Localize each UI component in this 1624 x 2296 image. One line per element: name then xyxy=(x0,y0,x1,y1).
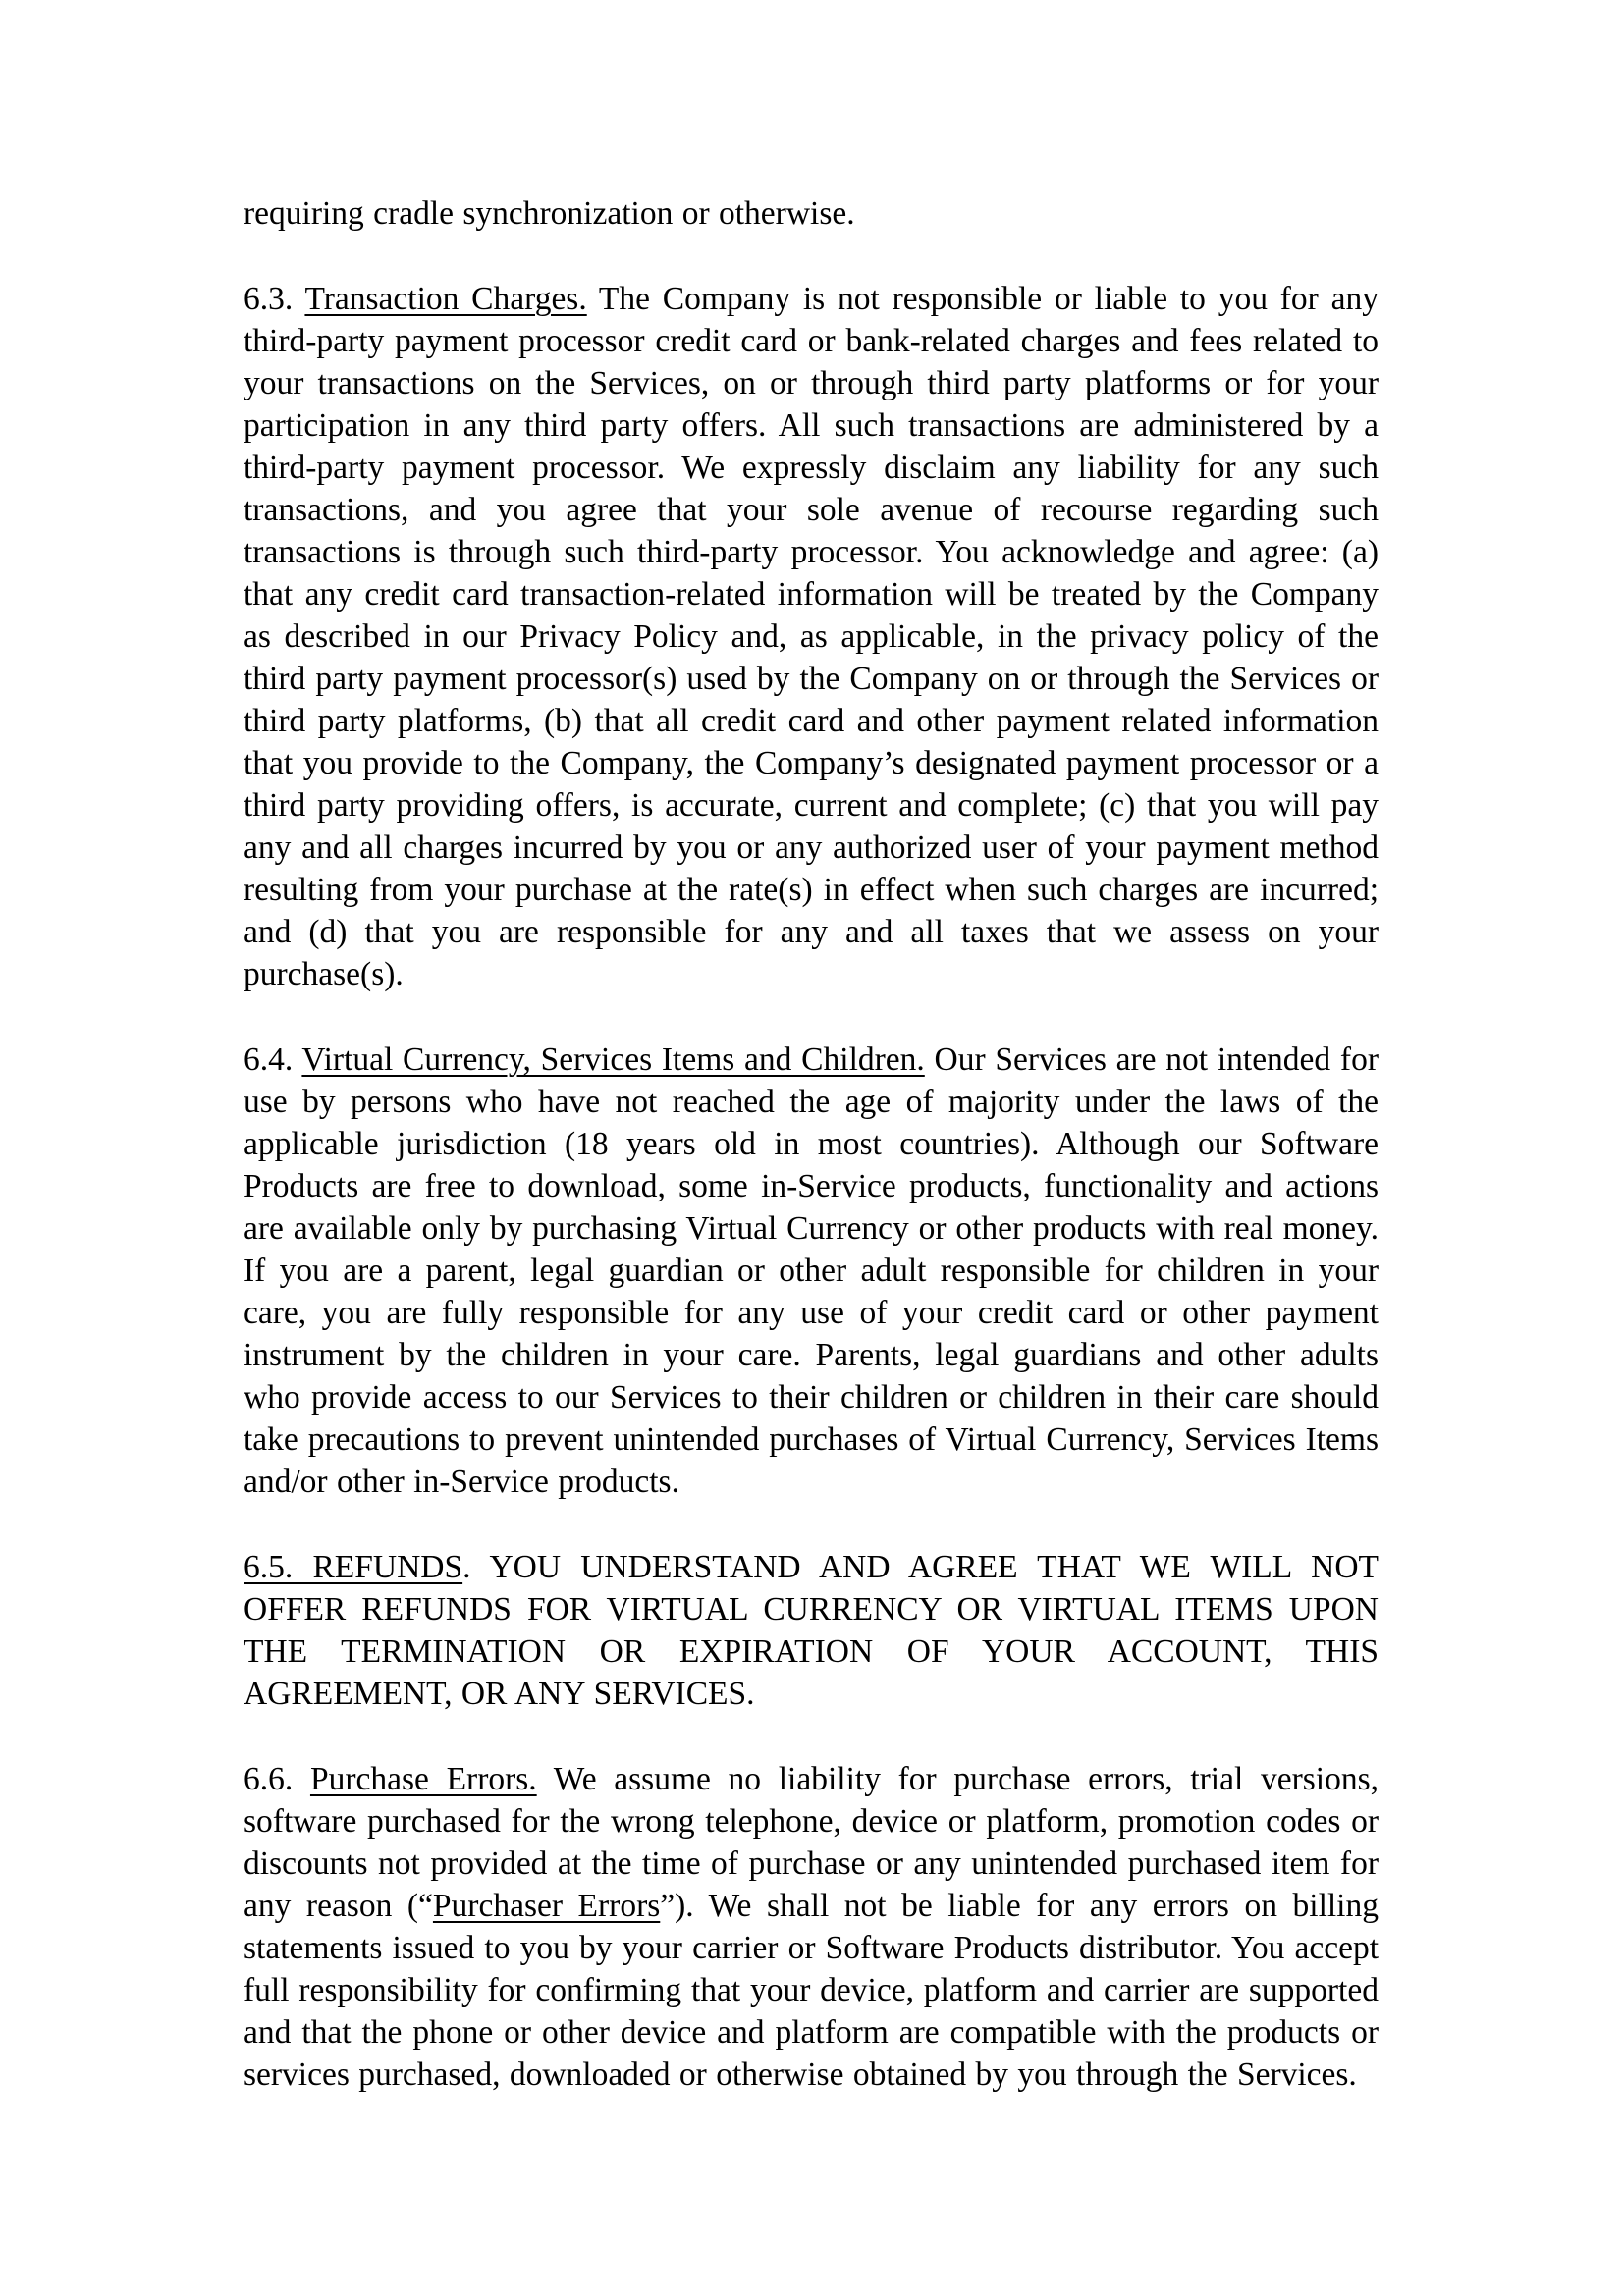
underlined-text-run: Virtual Currency, Services Items and Children. xyxy=(301,1041,925,1078)
paragraph-continuation xyxy=(244,192,1379,235)
paragraph-section-6-6-purchase-errors xyxy=(244,1758,1379,2096)
paragraph-section-6-4-virtual-currency-services-items-and-children xyxy=(244,1039,1379,1503)
text-run: 6.6. xyxy=(244,1761,310,1797)
underlined-text-run: Transaction Charges. xyxy=(304,281,587,317)
text-run: . YOU UNDERSTAND AND AGREE THAT WE WILL NOT OFFER REFUNDS FOR VIRTUAL CURRENCY OR VIRTUAL ITEMS UPON THE TERMINATION OR EXPIRATION OF YOUR ACCOUNT, THIS AGREEMENT, OR ANY SERVICES. xyxy=(244,1549,1379,1712)
underlined-text-run: Purchase Errors. xyxy=(309,1761,537,1797)
underlined-text-run: Purchaser Errors xyxy=(432,1888,661,1924)
text-run: ”). We shall not be liable for any errors on billing statements issued to you by your carrier or Software Products distributor. You accept full responsibility for confirming that your device, platform and carrier are supported and that the phone or other device and platform are compatible with the products or services purchased, downloaded or otherwise obtained by you through the Services. xyxy=(244,1888,1379,2093)
text-run: We assume no liability for purchase errors, trial versions, software purchased for the wrong telephone, device or platform, promotion codes or discounts not provided at the time of purchase or any unintended purchased item for any reason (“ xyxy=(244,1761,1380,1924)
paragraph-section-6-5-refunds xyxy=(244,1546,1379,1715)
underlined-text-run: 6.5. REFUNDS xyxy=(244,1549,463,1585)
text-run: Our Services are not intended for use by persons who have not reached the age of majority under the laws of the applicable jurisdiction (18 years old in most countries). Although our Software Products are free to download, some in-Service products, functionality and actions are available only by purchasing Virtual Currency or other products with real money. If you are a parent, legal guardian or other adult responsible for children in your care, you are fully responsible for any use of your credit card or other payment instrument by the children in your care. Parents, legal guardians and other adults who provide access to our Services to their children or children in their care should take precautions to prevent unintended purchases of Virtual Currency, Services Items and/or other in-Service products. xyxy=(244,1041,1379,1500)
paragraph-section-6-3-transaction-charges xyxy=(244,278,1379,995)
text-run: 6.4. xyxy=(244,1041,302,1078)
text-run: requiring cradle synchronization or otherwise. xyxy=(244,195,855,232)
document-content xyxy=(244,192,1379,2096)
text-run: 6.3. xyxy=(244,281,305,317)
text-run: The Company is not responsible or liable to you for any third-party payment processor credit card or bank-related charges and fees related to your transactions on the Services, on or through third party platforms or for your participation in any third party offers. All such transactions are administered by a third-party payment processor. We expressly disclaim any liability for any such transactions, and you agree that your sole avenue of recourse regarding such transactions is through such third-party processor. You acknowledge and agree: (a) that any credit card transaction-related information will be treated by the Company as described in our Privacy Policy and, as applicable, in the privacy policy of the third party payment processor(s) used by the Company on or through the Services or third party platforms, (b) that all credit card and other payment related information that you provide to the Company, the Company’s designated payment processor or a third party providing offers, is accurate, current and complete; (c) that you will pay any and all charges incurred by you or any authorized user of your payment method resulting from your purchase at the rate(s) in effect when such charges are incurred; and (d) that you are responsible for any and all taxes that we assess on your purchase(s). xyxy=(244,281,1379,992)
